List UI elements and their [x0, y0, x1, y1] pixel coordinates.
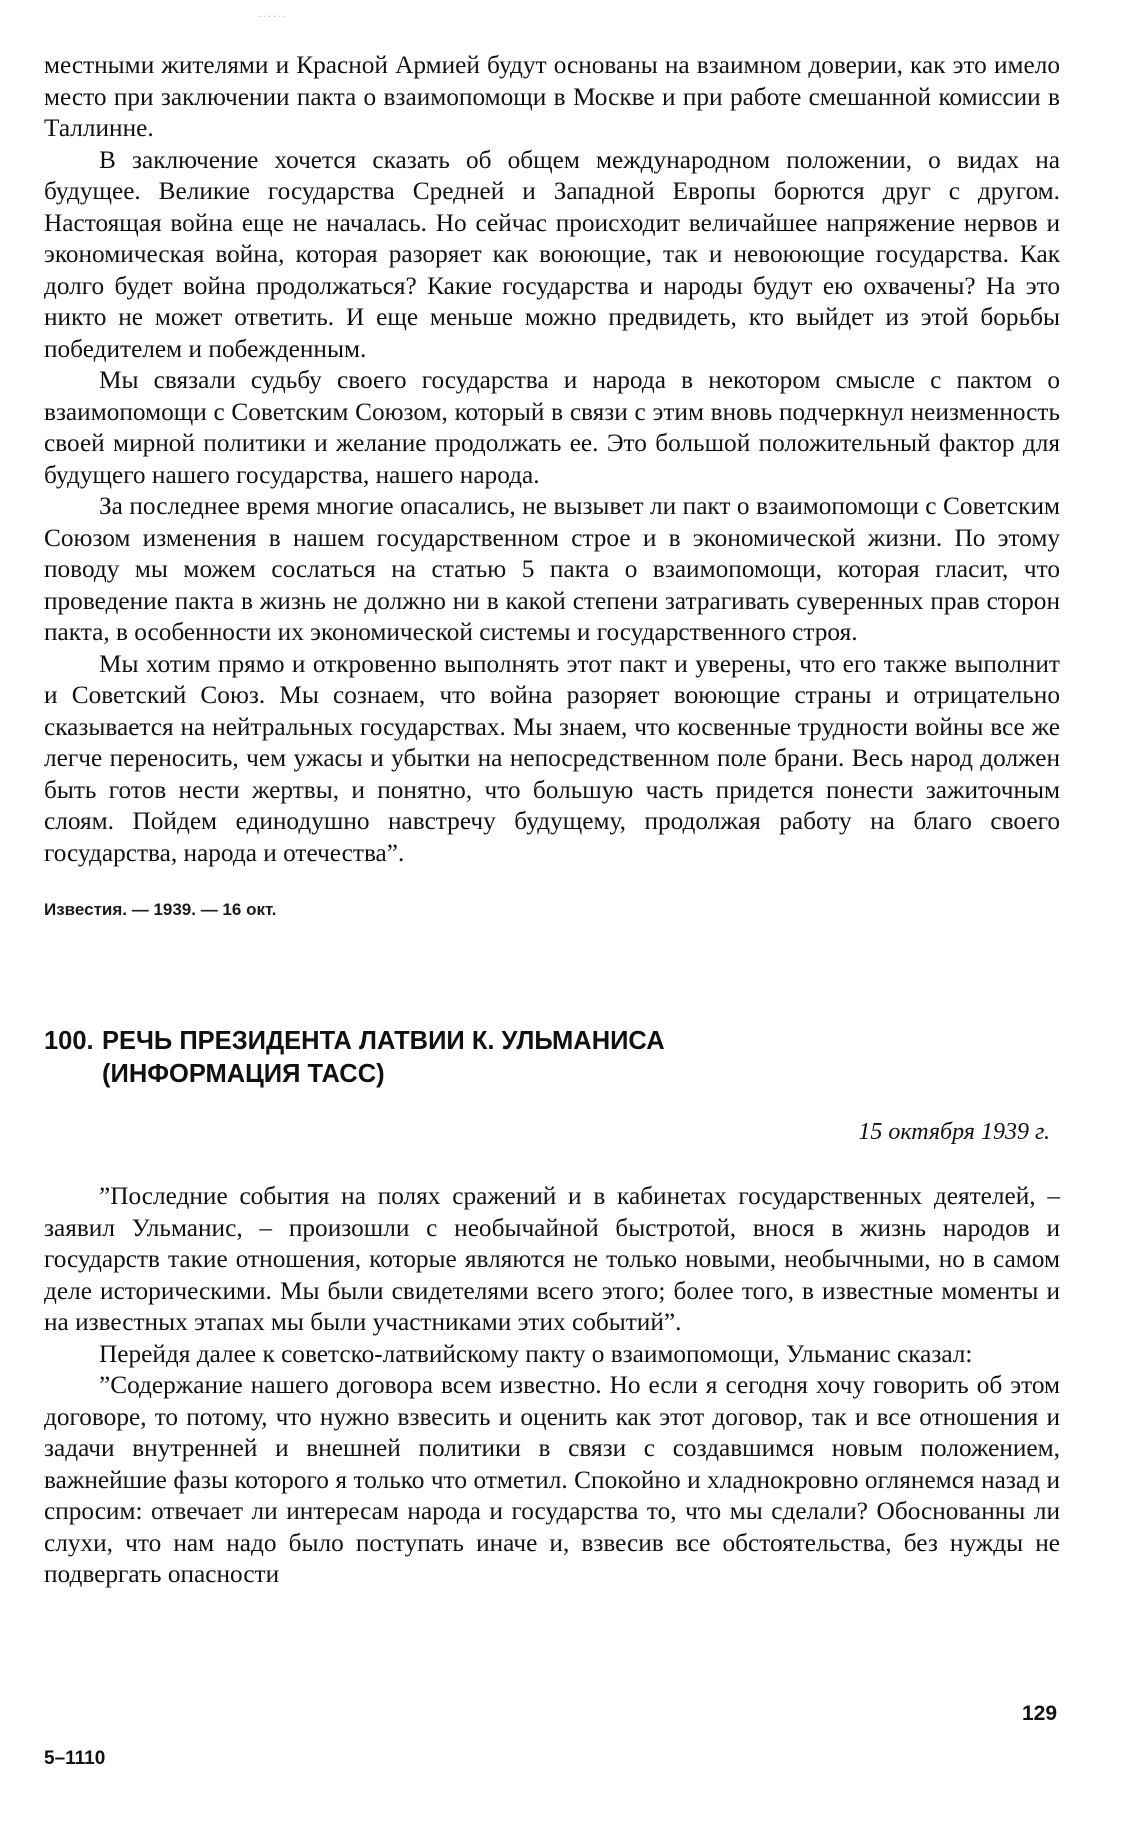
document-date: 15 октября 1939 г. — [858, 1119, 1050, 1145]
document-body — [44, 1181, 1060, 1591]
text-column — [44, 50, 1060, 1591]
paragraph: Мы хотим прямо и откровенно выполнять этот пакт и уверены, что его также выполнит и Советский Союз. Мы сознаем, что война разоряет воюющие страны и отрицательно сказывается на нейтральных государствах. Мы знаем, что косвенные трудности войны все же легче переносить, чем ужасы и убытки на непосредственном поле брани. Весь народ должен быть готов нести жертвы, и понятно, что большую часть придется понести зажиточным слоям. Пойдем единодушно навстречу будущему, продолжая работу на благо своего государства, народа и отечества”. — [44, 649, 1060, 867]
paragraph: ”Содержание нашего договора всем известно. Но если я сегодня хочу говорить об этом договоре, то потому, что нужно взвесить и оценить как этот договор, так и все отношения и задачи внутренней и внешней политики в связи с создавшимся новым положением, важнейшие фазы которого я только что отметил. Спокойно и хладнокровно оглянемся назад и спросим: отвечает ли интересам народа и государства то, что мы сделали? Обоснованны ли слухи, что нам надо было поступать иначе и, взвесив все обстоятельства, без нужды не подвергать опасности — [44, 1371, 1060, 1588]
paragraph: Перейдя далее к советско-латвийскому пакту о взаимопомощи, Ульманис сказал: — [99, 1339, 973, 1368]
printer-signature: 5–1110 — [44, 1748, 106, 1769]
paragraph: Мы связали судьбу своего государства и народа в некотором смысле с пактом о взаимопомощи с Советским Союзом, который в связи с этим вновь подчеркнул неизменность своей мирной политики и желание продолжать ее. Это большой положительный фактор для будущего нашего государства, нашего народа. — [44, 366, 1060, 489]
document-subtitle: (ИНФОРМАЦИЯ ТАСС) — [102, 1060, 385, 1088]
paragraph: ”Последние события на полях сражений и в кабинетах государственных деятелей, – заявил Ульманис, – произошли с необычайной быстротой, внося в жизнь народов и государств такие отношения, которые являются не только новыми, необычными, но в самом деле историческими. Мы были свидетелями всего этого; более того, в известные моменты и на известных этапах мы были участниками этих событий”. — [44, 1182, 1060, 1336]
paragraph: В заключение хочется сказать об общем международном положении, о видах на будущее. Великие государства Средней и Западной Европы борются друг с другом. Настоящая война еще не началась. Но сейчас происходит величайшее напряжение нервов и экономическая война, которая разоряет как воюющие, так и невоюющие государства. Как долго будет война продолжаться? Какие государства и народы будут ею охвачены? На это никто не может ответить. И еще меньше можно предвидеть, кто выйдет из этой борьбы победителем и побежденным. — [44, 145, 1060, 363]
section-title — [44, 1025, 1060, 1091]
document-number: 100. — [44, 1027, 94, 1055]
source-citation: Известия. — 1939. — 16 окт. — [44, 900, 277, 919]
paragraph: За последнее время многие опасались, не вызывет ли пакт о взаимопомощи с Советским Союзом изменения в нашем государственном строе и в экономической жизни. По этому поводу мы можем сослаться на статью 5 пакта о взаимопомощи, которая гласит, что проведение пакта в жизнь не должно ни в какой степени затрагивать суверенных прав сторон пакта, в особенности их экономической системы и государственного строя. — [44, 492, 1060, 646]
previous-document-continuation — [44, 50, 1060, 921]
paragraph: местными жителями и Красной Армией будут основаны на взаимном доверии, как это имело место при заключении пакта о взаимопомощи в Москве и при работе смешанной комиссии в Таллинне. — [44, 51, 1060, 142]
page-top-mark: ...... — [258, 6, 288, 20]
page-number: 129 — [1022, 1702, 1058, 1725]
document-title: РЕЧЬ ПРЕЗИДЕНТА ЛАТВИИ К. УЛЬМАНИСА — [102, 1027, 665, 1055]
